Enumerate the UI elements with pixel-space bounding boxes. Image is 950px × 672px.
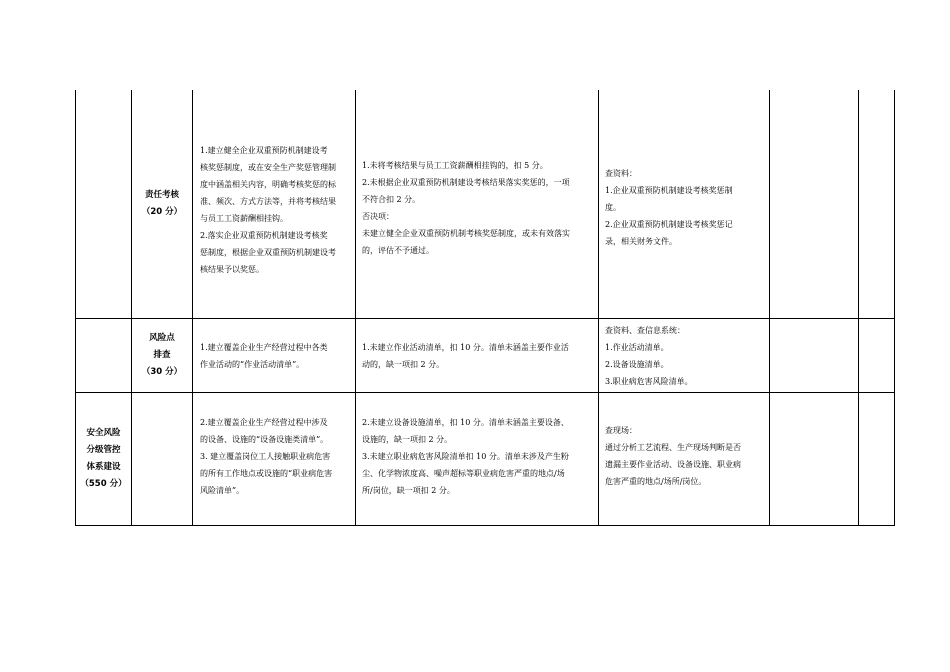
requirement-line: 准、频次、方式方法等，并将考核结果	[200, 197, 336, 206]
requirement-line: 与员工工资薪酬相挂钩。	[200, 214, 288, 223]
requirement-line: 核奖惩制度，或在安全生产奖惩管理制	[200, 163, 336, 172]
requirement-line: 的所有工作地点或设施的“职业病危害	[200, 468, 333, 478]
row-2-item	[132, 319, 192, 392]
method-line: 录，相关财务文件。	[605, 236, 677, 246]
category-title-continued: 分级管控	[86, 445, 121, 455]
requirement-line: 风险清单”。	[200, 485, 245, 495]
row-1-item	[132, 90, 192, 318]
criteria-line: 所/岗位，缺一项扣 2 分。	[362, 485, 455, 495]
category-title: 安全风险	[86, 428, 121, 438]
row-2-category	[76, 319, 131, 392]
column-divider-3	[355, 90, 356, 526]
row-1-category	[76, 90, 131, 318]
row-1-criteria	[362, 90, 596, 318]
method-line: 查现场：	[605, 426, 637, 435]
item-score: （20 分）	[141, 207, 183, 217]
row-1-method	[605, 90, 768, 318]
method-line: 1.企业双重预防机制建设考核奖惩制	[605, 185, 733, 195]
row-1-requirements	[200, 90, 352, 318]
criteria-line: 不符合扣 2 分。	[362, 195, 421, 204]
method-line: 查资料、查信息系统：	[605, 325, 685, 335]
criteria-line: 的，评估不予通过。	[362, 246, 434, 255]
requirement-line: 2.落实企业双重预防机制建设考核奖	[200, 231, 328, 240]
requirement-line: 1.建立健全企业双重预防机制建设考	[200, 146, 328, 155]
criteria-line: 动的，缺一项扣 2 分。	[362, 359, 445, 369]
criteria-line: 未建立健全企业双重预防机制考核奖惩制度，或未有效落实	[362, 229, 570, 238]
row-3-criteria	[362, 393, 596, 525]
row-3-method	[605, 393, 768, 525]
criteria-line: 尘、化学物浓度高、噪声超标等职业病危害严重的地点/场	[362, 468, 565, 478]
row-2-criteria	[362, 319, 596, 392]
requirement-line: 3. 建立覆盖岗位工人接触职业病危害	[200, 451, 331, 461]
item-score: （30 分）	[141, 367, 183, 377]
criteria-line: 3.未建立职业病危害风险清单扣 10 分。清单未涉及产生粉	[362, 451, 569, 461]
method-line: 通过分析工艺流程、生产现场判断是否	[605, 443, 741, 452]
row-3-requirements	[200, 393, 352, 525]
item-title: 责任考核	[144, 190, 179, 200]
criteria-line: 2.未建立设备设施清单，扣 10 分。清单未涵盖主要设备、	[362, 417, 569, 427]
requirement-line: 核结果予以奖惩。	[200, 265, 264, 274]
row-2-method	[605, 319, 768, 392]
criteria-line: 1.未建立作业活动清单，扣 10 分。清单未涵盖主要作业活	[362, 342, 569, 352]
method-line: 查资料：	[605, 168, 637, 178]
row-3-category	[76, 393, 131, 525]
column-divider-6	[858, 90, 859, 526]
criteria-line: 2.未根据企业双重预防机制建设考核结果落实奖惩的，一项	[362, 178, 570, 187]
method-line: 1.作业活动清单。	[605, 342, 669, 352]
criteria-line: 设施的，缺一项扣 2 分。	[362, 434, 453, 444]
column-divider-5	[769, 90, 770, 526]
row-3-item	[132, 393, 192, 525]
table-border-bottom	[75, 525, 895, 526]
requirement-line: 惩制度，根据企业双重预防机制建设考	[200, 248, 336, 257]
row-2-requirements	[200, 319, 352, 392]
category-score: （550 分）	[80, 479, 127, 489]
requirement-line: 1.建立覆盖企业生产经营过程中各类	[200, 342, 328, 352]
column-divider-2	[192, 90, 193, 526]
method-line: 2.设备设施清单。	[605, 359, 669, 369]
item-title: 风险点	[149, 333, 175, 343]
item-title-continued: 排查	[153, 350, 171, 360]
category-title-continued: 体系建设	[86, 462, 121, 472]
requirement-line: 度中涵盖相关内容，明确考核奖惩的标	[200, 180, 336, 189]
requirement-line: 作业活动的“作业活动清单”。	[200, 359, 305, 369]
method-line: 2.企业双重预防机制建设考核奖惩记	[605, 219, 733, 229]
requirement-line: 2.建立覆盖企业生产经营过程中涉及	[200, 417, 328, 427]
criteria-line: 否决项：	[362, 212, 394, 221]
requirement-line: 的设备、设施的“设备设施类清单”。	[200, 434, 329, 444]
method-line: 遗漏主要作业活动、设备设施、职业病	[605, 460, 741, 469]
column-divider-4	[598, 90, 599, 526]
table-border-right	[894, 90, 895, 526]
method-line: 危害严重的地点/场所/岗位。	[605, 477, 707, 486]
method-line: 3.职业病危害风险清单。	[605, 376, 693, 386]
method-line: 度。	[605, 202, 621, 212]
criteria-line: 1.未将考核结果与员工工资薪酬相挂钩的，扣 5 分。	[362, 161, 548, 170]
